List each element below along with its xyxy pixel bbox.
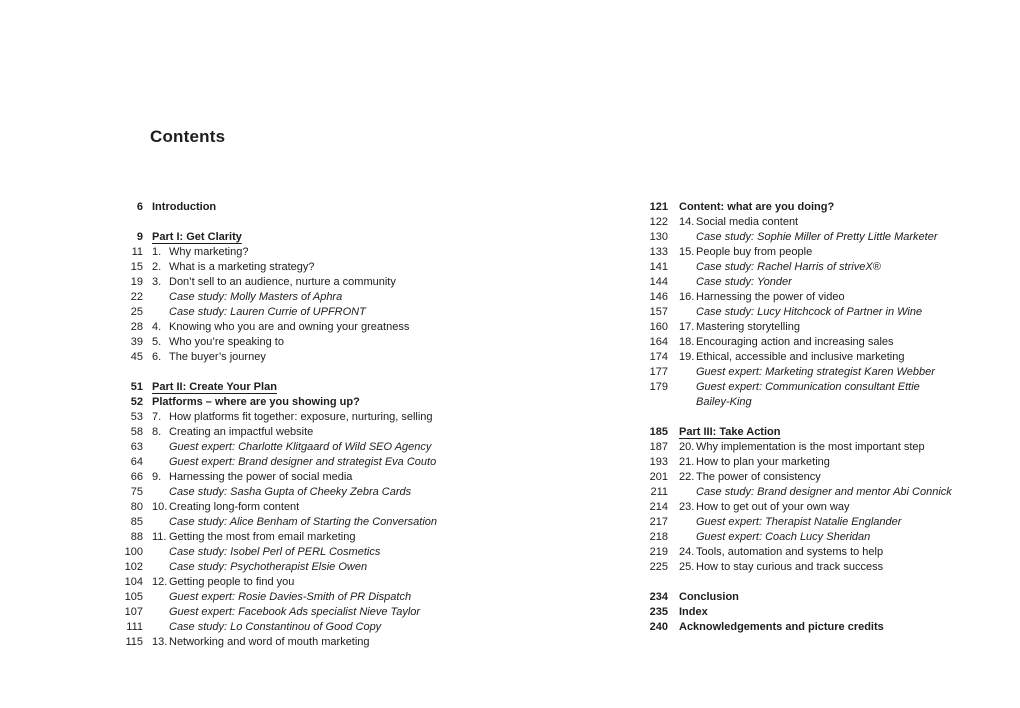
entry-label: What is a marketing strategy? <box>169 261 315 273</box>
entry-chapter-number: 21. <box>679 456 695 468</box>
entry-page-number: 240 <box>649 621 668 633</box>
entry-chapter-number: 17. <box>679 321 695 333</box>
entry-page-number: 63 <box>130 441 143 453</box>
entry-content <box>152 230 562 245</box>
toc-entry <box>634 455 974 470</box>
entry-content <box>679 590 967 605</box>
entry-page-number: 187 <box>649 441 668 453</box>
entry-label: Creating long-form content <box>169 501 300 513</box>
entry-label: Content: what are you doing? <box>679 201 835 213</box>
entry-page-number: 214 <box>649 501 668 513</box>
entry-page-number: 80 <box>130 501 143 513</box>
toc-entry <box>634 605 974 620</box>
entry-page-number: 39 <box>130 336 143 348</box>
toc-entry <box>117 320 567 335</box>
entry-content <box>152 260 562 275</box>
entry-label: Networking and word of mouth marketing <box>169 636 370 648</box>
entry-content <box>152 290 562 305</box>
entry-content <box>152 635 562 650</box>
entry-content <box>152 275 562 290</box>
entry-content <box>152 590 562 605</box>
toc-column-left <box>117 200 567 650</box>
entry-chapter-number: 14. <box>679 216 695 228</box>
entry-label: Introduction <box>152 201 217 213</box>
entry-page-number: 64 <box>130 456 143 468</box>
entry-label: Part I: Get Clarity <box>152 231 242 243</box>
entry-chapter-number: 10. <box>152 501 168 513</box>
entry-page-number: 111 <box>126 621 143 633</box>
entry-content <box>152 500 562 515</box>
toc-entry <box>634 275 974 290</box>
entry-page-number: 179 <box>649 381 668 393</box>
toc-entry <box>117 335 567 350</box>
toc-entry <box>634 620 974 635</box>
entry-chapter-number: 2. <box>152 261 162 273</box>
entry-content <box>679 365 967 380</box>
entry-content <box>679 440 967 455</box>
entry-page-number: 122 <box>649 216 668 228</box>
entry-content <box>679 215 967 230</box>
entry-content <box>152 470 562 485</box>
entry-label: People buy from people <box>696 246 813 258</box>
entry-page-number: 19 <box>130 276 143 288</box>
entry-label: Who you’re speaking to <box>169 336 284 348</box>
toc-entry <box>634 485 974 500</box>
entry-label: Harnessing the power of social media <box>169 471 353 483</box>
entry-label: Case study: Alice Benham of Starting the Conversation <box>169 516 438 528</box>
toc-entry <box>117 395 567 410</box>
entry-label: Case study: Lauren Currie of UPFRONT <box>169 306 366 318</box>
entry-label: Case study: Isobel Perl of PERL Cosmetics <box>169 546 381 558</box>
toc-entry <box>117 230 567 245</box>
entry-label: Why implementation is the most important step <box>696 441 925 453</box>
toc-entry <box>634 440 974 455</box>
entry-page-number: 115 <box>125 636 143 648</box>
entry-page-number: 75 <box>130 486 143 498</box>
entry-content <box>679 530 967 545</box>
entry-content <box>679 335 967 350</box>
entry-page-number: 104 <box>124 576 143 588</box>
entry-page-number: 100 <box>124 546 143 558</box>
toc-entry <box>634 500 974 515</box>
toc-entry <box>117 305 567 320</box>
toc-entry <box>117 245 567 260</box>
toc-entry <box>117 410 567 425</box>
entry-label: Case study: Sophie Miller of Pretty Little Marketer <box>696 231 938 243</box>
toc-entry <box>117 635 567 650</box>
entry-label: Tools, automation and systems to help <box>696 546 884 558</box>
entry-label: Case study: Yonder <box>696 276 792 288</box>
toc-entry <box>117 560 567 575</box>
entry-page-number: 157 <box>649 306 668 318</box>
entry-page-number: 164 <box>649 336 668 348</box>
entry-page-number: 201 <box>649 471 668 483</box>
toc-entry <box>634 380 974 410</box>
entry-content <box>152 305 562 320</box>
entry-label: Getting people to find you <box>169 576 295 588</box>
toc-entry <box>634 350 974 365</box>
toc-entry <box>117 530 567 545</box>
entry-chapter-number: 19. <box>679 351 695 363</box>
entry-page-number: 225 <box>649 561 668 573</box>
entry-chapter-number: 9. <box>152 471 162 483</box>
entry-label: Getting the most from email marketing <box>169 531 356 543</box>
entry-content <box>152 560 562 575</box>
toc-entry <box>117 200 567 215</box>
entry-label: How to stay curious and track success <box>696 561 884 573</box>
toc-entry <box>634 590 974 605</box>
toc-entry <box>634 515 974 530</box>
entry-label: Guest expert: Coach Lucy Sheridan <box>696 531 871 543</box>
entry-page-number: 130 <box>649 231 668 243</box>
entry-page-number: 133 <box>649 246 668 258</box>
entry-label: The power of consistency <box>696 471 821 483</box>
entry-label: Social media content <box>696 216 799 228</box>
entry-label: Part III: Take Action <box>679 426 781 438</box>
entry-label: How to get out of your own way <box>696 501 850 513</box>
entry-content <box>152 620 562 635</box>
entry-content <box>679 605 967 620</box>
toc-entry <box>117 575 567 590</box>
entry-label: Guest expert: Rosie Davies-Smith of PR Dispatch <box>169 591 412 603</box>
toc-entry <box>634 530 974 545</box>
entry-content <box>679 200 967 215</box>
entry-chapter-number: 8. <box>152 426 162 438</box>
entry-chapter-number: 4. <box>152 321 162 333</box>
toc-entry <box>634 305 974 320</box>
entry-label: Case study: Sasha Gupta of Cheeky Zebra Cards <box>169 486 412 498</box>
toc-entry <box>117 425 567 440</box>
entry-page-number: 25 <box>130 306 143 318</box>
entry-content <box>152 200 562 215</box>
entry-label: Encouraging action and increasing sales <box>696 336 894 348</box>
entry-page-number: 219 <box>649 546 668 558</box>
entry-content <box>679 290 967 305</box>
entry-page-number: 146 <box>649 291 668 303</box>
entry-content <box>679 515 967 530</box>
entry-chapter-number: 16. <box>679 291 695 303</box>
entry-chapter-number: 3. <box>152 276 162 288</box>
toc-entry <box>634 335 974 350</box>
entry-content <box>679 305 967 320</box>
entry-chapter-number: 18. <box>679 336 695 348</box>
entry-chapter-number: 15. <box>679 246 695 258</box>
entry-content <box>152 485 562 500</box>
toc-entry <box>117 290 567 305</box>
entry-chapter-number: 11. <box>152 531 167 543</box>
toc-entry <box>634 470 974 485</box>
entry-chapter-number: 5. <box>152 336 162 348</box>
entry-content <box>679 620 967 635</box>
entry-page-number: 22 <box>130 291 143 303</box>
entry-content <box>679 275 967 290</box>
entry-label: Case study: Brand designer and mentor Abi Connick <box>696 486 952 498</box>
entry-content <box>152 320 562 335</box>
toc-entry <box>634 560 974 575</box>
entry-chapter-number: 22. <box>679 471 695 483</box>
entry-page-number: 185 <box>649 426 668 438</box>
entry-label: Guest expert: Marketing strategist Karen Webber <box>696 366 935 378</box>
entry-content <box>152 545 562 560</box>
entry-page-number: 52 <box>130 396 143 408</box>
entry-label: Case study: Lucy Hitchcock of Partner in Wine <box>696 306 923 318</box>
toc-entry <box>634 320 974 335</box>
entry-label: Case study: Psychotherapist Elsie Owen <box>169 561 368 573</box>
entry-content <box>679 380 967 410</box>
entry-label: Why marketing? <box>169 246 249 258</box>
entry-chapter-number: 20. <box>679 441 695 453</box>
entry-content <box>679 485 967 500</box>
entry-content <box>152 425 562 440</box>
entry-label: Platforms – where are you showing up? <box>152 396 360 408</box>
entry-content <box>679 545 967 560</box>
entry-page-number: 88 <box>130 531 143 543</box>
entry-page-number: 121 <box>649 201 668 213</box>
entry-label: Guest expert: Brand designer and strategist Eva Couto <box>169 456 437 468</box>
entry-page-number: 235 <box>649 606 668 618</box>
entry-page-number: 28 <box>130 321 143 333</box>
entry-content <box>679 425 967 440</box>
entry-page-number: 15 <box>130 261 143 273</box>
entry-content <box>152 440 562 455</box>
entry-chapter-number: 24. <box>679 546 695 558</box>
entry-content <box>679 470 967 485</box>
entry-page-number: 234 <box>649 591 668 603</box>
entry-chapter-number: 7. <box>152 411 162 423</box>
toc-entry <box>117 440 567 455</box>
entry-page-number: 51 <box>130 381 143 393</box>
toc-entry <box>634 365 974 380</box>
entry-label: Guest expert: Charlotte Klitgaard of Wild SEO Agency <box>169 441 432 453</box>
entry-label: Knowing who you are and owning your greatness <box>169 321 410 333</box>
toc-entry <box>634 260 974 275</box>
entry-content <box>679 230 967 245</box>
toc-entry <box>117 605 567 620</box>
entry-label: Conclusion <box>679 591 739 603</box>
entry-page-number: 58 <box>130 426 143 438</box>
entry-label: How to plan your marketing <box>696 456 830 468</box>
entry-page-number: 177 <box>649 366 668 378</box>
entry-page-number: 160 <box>649 321 668 333</box>
entry-chapter-number: 13. <box>152 636 168 648</box>
entry-label: Case study: Molly Masters of Aphra <box>169 291 343 303</box>
entry-label: Acknowledgements and picture credits <box>679 621 884 633</box>
entry-chapter-number: 6. <box>152 351 162 363</box>
entry-page-number: 102 <box>124 561 143 573</box>
entry-page-number: 107 <box>124 606 143 618</box>
entry-content <box>152 335 562 350</box>
toc-entry <box>634 230 974 245</box>
entry-page-number: 11 <box>131 246 143 258</box>
entry-page-number: 6 <box>136 201 143 213</box>
entry-label: Ethical, accessible and inclusive marketing <box>696 351 905 363</box>
entry-page-number: 211 <box>650 486 668 498</box>
entry-chapter-number: 1. <box>152 246 162 258</box>
entry-content <box>152 575 562 590</box>
toc-entry <box>117 275 567 290</box>
entry-chapter-number: 12. <box>152 576 168 588</box>
entry-label: Index <box>679 606 708 618</box>
entry-content <box>152 605 562 620</box>
entry-page-number: 174 <box>649 351 668 363</box>
entry-content <box>679 560 967 575</box>
entry-label: Harnessing the power of video <box>696 291 845 303</box>
entry-content <box>679 350 967 365</box>
entry-label: How platforms fit together: exposure, nurturing, selling <box>169 411 433 423</box>
entry-label: Part II: Create Your Plan <box>152 381 277 393</box>
entry-content <box>152 530 562 545</box>
toc-entry <box>117 485 567 500</box>
toc-entry <box>117 260 567 275</box>
entry-content <box>152 455 562 470</box>
entry-page-number: 217 <box>649 516 668 528</box>
entry-label: The buyer’s journey <box>169 351 266 363</box>
entry-page-number: 193 <box>649 456 668 468</box>
entry-page-number: 218 <box>649 531 668 543</box>
entry-content <box>679 260 967 275</box>
entry-chapter-number: 25. <box>679 561 695 573</box>
entry-content <box>679 245 967 260</box>
entry-content <box>152 245 562 260</box>
entry-page-number: 144 <box>649 276 668 288</box>
toc-entry <box>117 620 567 635</box>
toc-entry <box>634 545 974 560</box>
entry-page-number: 105 <box>124 591 143 603</box>
entry-page-number: 85 <box>130 516 143 528</box>
entry-chapter-number: 23. <box>679 501 695 513</box>
entry-label: Mastering storytelling <box>696 321 800 333</box>
toc-entry <box>117 545 567 560</box>
entry-page-number: 53 <box>130 411 143 423</box>
toc-entry <box>117 380 567 395</box>
entry-content <box>152 395 562 410</box>
entry-content <box>152 380 562 395</box>
toc-entry <box>634 290 974 305</box>
entry-page-number: 141 <box>649 261 668 273</box>
entry-page-number: 45 <box>130 351 143 363</box>
entry-label: Case study: Rachel Harris of striveX® <box>696 261 881 273</box>
toc-entry <box>634 425 974 440</box>
entry-label: Guest expert: Facebook Ads specialist Nieve Taylor <box>169 606 421 618</box>
toc-entry <box>117 350 567 365</box>
entry-content <box>679 500 967 515</box>
toc-entry <box>634 215 974 230</box>
entry-page-number: 9 <box>136 231 143 243</box>
entry-content <box>152 410 562 425</box>
entry-content <box>152 350 562 365</box>
entry-label: Guest expert: Therapist Natalie Englander <box>696 516 902 528</box>
entry-page-number: 66 <box>130 471 143 483</box>
toc-column-right <box>634 200 974 635</box>
toc-entry <box>634 200 974 215</box>
entry-content <box>679 320 967 335</box>
toc-entry <box>117 455 567 470</box>
entry-label: Creating an impactful website <box>169 426 314 438</box>
entry-content <box>679 455 967 470</box>
entry-content <box>152 515 562 530</box>
toc-entry <box>117 590 567 605</box>
toc-entry <box>117 515 567 530</box>
toc-entry <box>117 470 567 485</box>
page-title: Contents <box>150 127 226 146</box>
entry-label: Case study: Lo Constantinou of Good Copy <box>169 621 382 633</box>
toc-entry <box>634 245 974 260</box>
toc-entry <box>117 500 567 515</box>
entry-label: Guest expert: Communication consultant Ettie Bailey-King <box>696 381 920 408</box>
entry-label: Don’t sell to an audience, nurture a community <box>169 276 396 288</box>
